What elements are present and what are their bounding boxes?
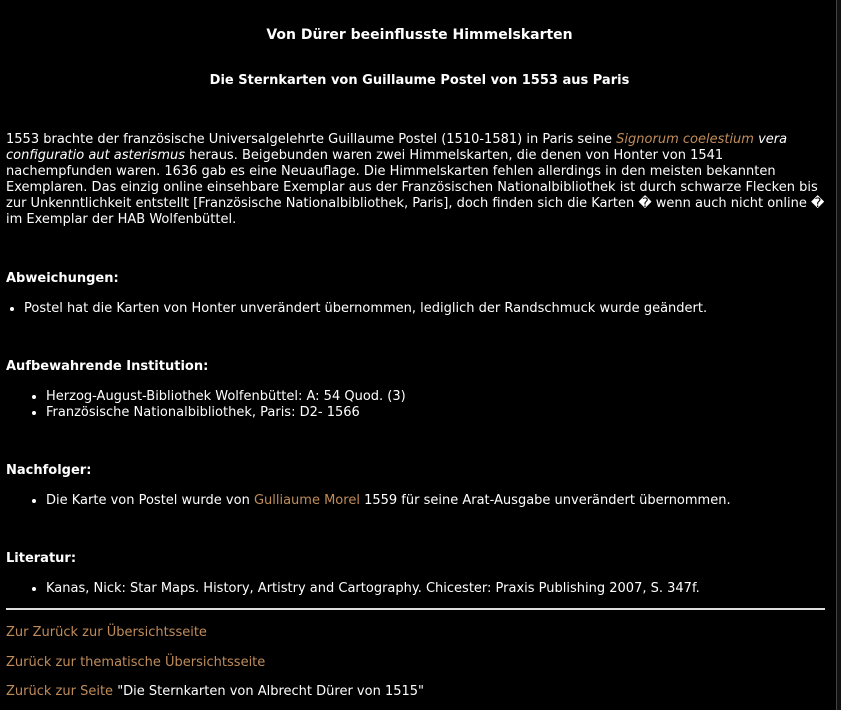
abweichungen-list xyxy=(6,301,833,317)
scrollbar[interactable] xyxy=(836,0,841,710)
intro-paragraph xyxy=(6,132,833,228)
list-item: • Postel hat die Karten von Honter unverändert übernommen, lediglich der Randschmuck wurde geändert. xyxy=(24,301,833,317)
back-to-thematic-link[interactable]: Zurück zur thematische Übersichtsseite xyxy=(6,655,266,670)
page-link-title: "Die Sternkarten von Albrecht Dürer von 1515" xyxy=(117,684,425,699)
section-title-institution: Aufbewahrende Institution: xyxy=(6,359,209,374)
list-item: • Herzog-August-Bibliothek Wolfenbüttel: A: 54 Quod. (3) xyxy=(46,389,833,405)
page-title: Von Dürer beeinflusste Himmelskarten xyxy=(266,27,573,43)
divider xyxy=(6,608,825,610)
nav-overview xyxy=(6,625,207,641)
institution-list xyxy=(6,389,833,421)
intro-text-2: heraus. Beigebunden waren zwei Himmelskarten, die denen von Honter von 1541 nachempfunden waren. 1636 gab es eine Neuauflage. Die Himmelskarten fehlen allerdings in den meisten bekannten Exemplaren. Das einzig online einsehbare Exemplar aus der Französischen Nationalbibliothek ist durch schwarze Flecken bis zur Unkenntlichkeit entstellt [Französische Nationalbibliothek, Paris], doch finden sich die Karten � wenn auch nicht online � im Exemplar der HAB Wolfenbüttel. xyxy=(6,148,825,227)
literatur-list xyxy=(6,581,833,597)
nachfolger-list xyxy=(6,493,833,509)
nav-page xyxy=(6,684,424,700)
signorum-link[interactable]: Signorum coelestium xyxy=(616,132,754,147)
list-item: • Französische Nationalbibliothek, Paris: D2- 1566 xyxy=(46,405,833,421)
list-item: • Kanas, Nick: Star Maps. History, Artistry and Cartography. Chicester: Praxis Publishing 2007, S. 347f. xyxy=(46,581,833,597)
section-title-abweichungen: Abweichungen: xyxy=(6,271,119,286)
intro-italic-title: vera configuratio aut asterismus xyxy=(6,132,788,163)
back-to-overview-link[interactable]: Zur Zurück zur Übersichtsseite xyxy=(6,625,207,640)
page-subtitle: Die Sternkarten von Guillaume Postel von 1553 aus Paris xyxy=(209,73,630,88)
list-item: • Die Karte von Postel wurde von Gulliaume Morel 1559 für seine Arat-Ausgabe unverändert übernommen. xyxy=(46,493,833,509)
section-title-literatur: Literatur: xyxy=(6,551,77,566)
section-title-nachfolger: Nachfolger: xyxy=(6,463,92,478)
morel-link[interactable]: Gulliaume Morel xyxy=(253,493,360,508)
back-to-page-link[interactable]: Zurück zur Seite xyxy=(6,684,114,699)
intro-text-1: 1553 brachte der französische Universalgelehrte Guillaume Postel (1510-1581) in Paris seine xyxy=(6,132,617,147)
nav-thematic xyxy=(6,655,265,671)
